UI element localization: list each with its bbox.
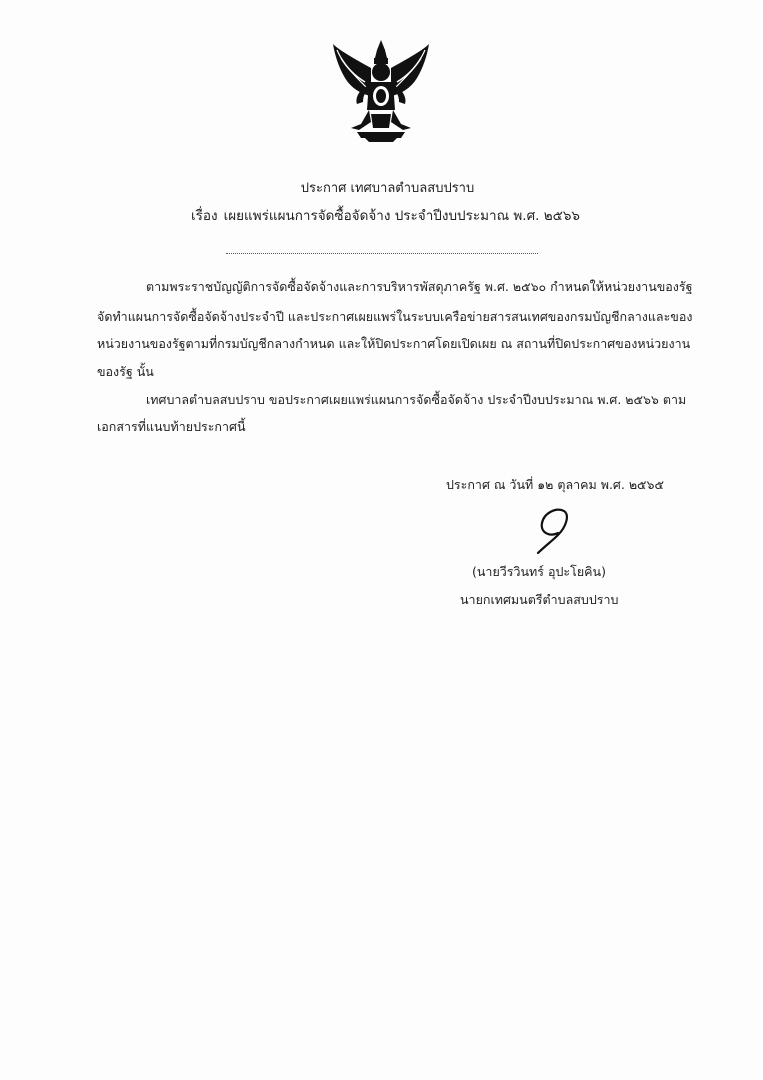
- paragraph1-line: จัดทำแผนการจัดซื้อจัดจ้างประจำปี และประกาศเผยแพร่ในระบบเครือข่ายสารสนเทศของกรมบัญชีกลางและของ: [97, 309, 693, 324]
- signer-position: นายกเทศมนตรีตำบลสบปราบ: [460, 592, 619, 607]
- announcement-date: ประกาศ ณ วันที่ ๑๒ ตุลาคม พ.ศ. ๒๕๖๕: [446, 477, 664, 492]
- paragraph1-line: ของรัฐ นั้น: [97, 364, 154, 379]
- paragraph1-line: ตามพระราชบัญญัติการจัดซื้อจัดจ้างและการบริหารพัสดุภาครัฐ พ.ศ. ๒๕๖๐ กำหนดให้หน่วยงานของรัฐ: [146, 279, 693, 294]
- subject-text: เผยแพร่แผนการจัดซื้อจัดจ้าง ประจำปีงบประมาณ พ.ศ. ๒๕๖๖: [223, 208, 580, 224]
- separator-line: [226, 253, 538, 254]
- subject-label: เรื่อง: [191, 208, 218, 224]
- announcement-subject: [4, 204, 763, 226]
- announcement-title: ประกาศ เทศบาลตำบลสบปราบ: [300, 181, 475, 196]
- paragraph2-line: เทศบาลตำบลสบปราบ ขอประกาศเผยแพร่แผนการจัดซื้อจัดจ้าง ประจำปีงบประมาณ พ.ศ. ๒๕๖๖ ตาม: [146, 392, 687, 407]
- handwritten-signature: [528, 503, 572, 555]
- signer-name: (นายวีรวินทร์ อุปะโยคิน): [472, 564, 606, 579]
- paragraph1-line: หน่วยงานของรัฐตามที่กรมบัญชีกลางกำหนด และให้ปิดประกาศโดยเปิดเผย ณ สถานที่ปิดประกาศของหน่วยงาน: [97, 336, 691, 351]
- paragraph2-line: เอกสารที่แนบท้ายประกาศนี้: [97, 419, 246, 434]
- garuda-emblem-icon: [331, 38, 431, 144]
